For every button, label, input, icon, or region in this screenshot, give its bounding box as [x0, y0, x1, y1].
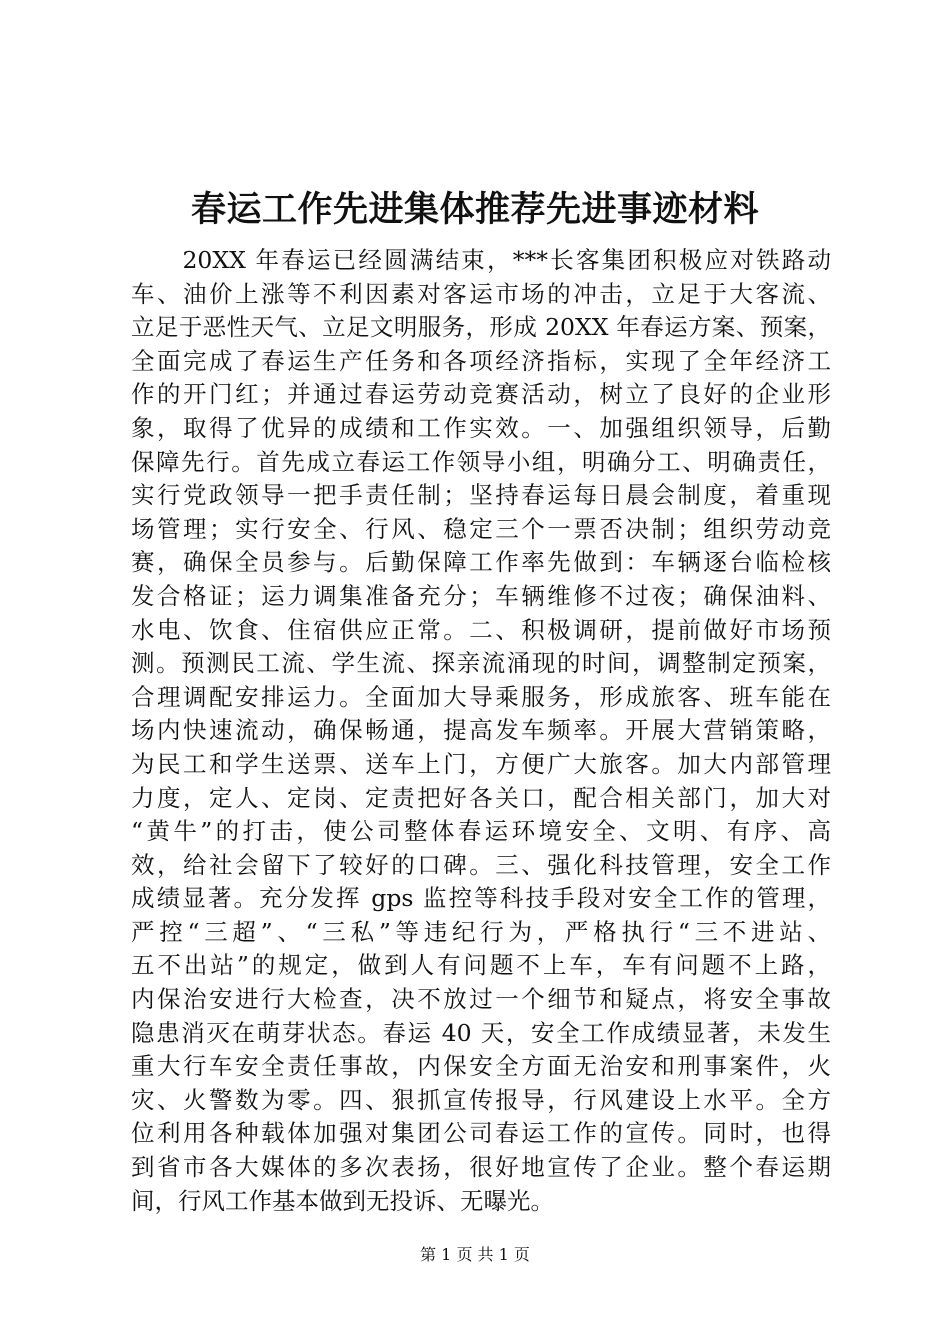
- body-line: 全面完成了春运生产任务和各项经济指标，实现了全年经济工: [131, 346, 831, 375]
- body-line: “黄牛”的打击，使公司整体春运环境安全、文明、有序、高: [131, 817, 831, 846]
- body-line: 隐患消灭在萌芽状态。春运 40 天，安全工作成绩显著，未发生: [131, 1018, 831, 1047]
- body-line: 场内快速流动，确保畅通，提高发车频率。开展大营销策略，: [131, 716, 831, 745]
- body-line: 作的开门红；并通过春运劳动竞赛活动，树立了良好的企业形: [131, 380, 831, 409]
- body-line: 到省市各大媒体的多次表扬，很好地宣传了企业。整个春运期: [131, 1153, 831, 1182]
- body-line: 严控“三超”、“三私”等违纪行为，严格执行“三不进站、: [131, 917, 831, 946]
- body-line: 场管理；实行安全、行风、稳定三个一票否决制；组织劳动竞: [131, 514, 831, 543]
- body-line: 合理调配安排运力。全面加大导乘服务，形成旅客、班车能在: [131, 682, 831, 711]
- body-line: 位利用各种载体加强对集团公司春运工作的宣传。同时，也得: [131, 1119, 831, 1148]
- body-line: 间，行风工作基本做到无投诉、无曝光。: [131, 1186, 554, 1215]
- body-line: 效，给社会留下了较好的口碑。三、强化科技管理，安全工作: [131, 850, 831, 879]
- body-line: 五不出站”的规定，做到人有问题不上车，车有问题不上路，: [131, 951, 831, 980]
- document-title: 春运工作先进集体推荐先进事迹材料: [190, 189, 759, 230]
- body-line: 重大行车安全责任事故，内保安全方面无治安和刑事案件，火: [131, 1052, 831, 1081]
- body-line: 内保治安进行大检查，决不放过一个细节和疑点，将安全事故: [131, 985, 831, 1014]
- body-line: 20XX 年春运已经圆满结束，***长客集团积极应对铁路动: [131, 246, 831, 274]
- body-line: 力度，定人、定岗、定责把好各关口，配合相关部门，加大对: [131, 783, 831, 812]
- body-line: 赛，确保全员参与。后勤保障工作率先做到：车辆逐台临检核: [131, 548, 831, 577]
- page-number-footer: 第 1 页 共 1 页: [420, 1245, 530, 1264]
- body-line: 测。预测民工流、学生流、探亲流涌现的时间，调整制定预案，: [131, 649, 831, 678]
- document-body: [131, 244, 831, 1218]
- body-line: 发合格证；运力调集准备充分；车辆维修不过夜；确保油料、: [131, 581, 831, 610]
- body-line: 水电、饮食、住宿供应正常。二、积极调研，提前做好市场预: [131, 615, 831, 644]
- body-line: 立足于恶性天气、立足文明服务，形成 20XX 年春运方案、预案，: [131, 313, 831, 342]
- body-line: 成绩显著。充分发挥 gps 监控等科技手段对安全工作的管理，: [131, 884, 831, 913]
- body-line: 象，取得了优异的成绩和工作实效。一、加强组织领导，后勤: [131, 413, 831, 442]
- body-line: 为民工和学生送票、送车上门，方便广大旅客。加大内部管理: [131, 749, 831, 778]
- body-line: 保障先行。首先成立春运工作领导小组，明确分工、明确责任，: [131, 447, 831, 476]
- body-line: 灾、火警数为零。四、狠抓宣传报导，行风建设上水平。全方: [131, 1085, 831, 1114]
- body-line: 车、油价上涨等不利因素对客运市场的冲击，立足于大客流、: [131, 279, 831, 308]
- body-line: 实行党政领导一把手责任制；坚持春运每日晨会制度，着重现: [131, 481, 831, 510]
